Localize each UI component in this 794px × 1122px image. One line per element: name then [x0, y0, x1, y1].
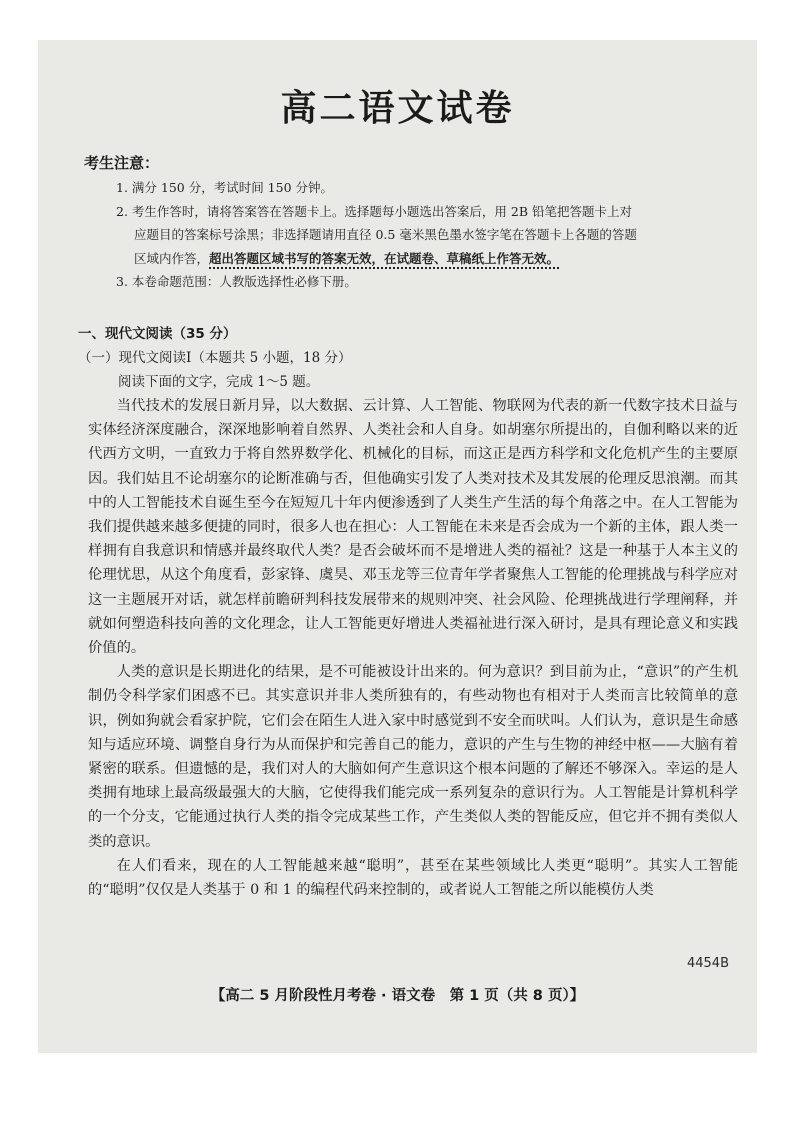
passage-paragraph: 在人们看来，现在的人工智能越来越“聪明”，甚至在某些领域比人类更“聪明”。其实人工智能的“聪明”仅仅是人类基于 0 和 1 的编程代码来控制的，或者说人工智能之所以能模仿人类: [88, 857, 738, 899]
emphasized-notice: 超出答题区域书写的答案无效，在试题卷、草稿纸上作答无效。: [209, 251, 559, 269]
notice-text: 区域内作答，: [134, 250, 210, 266]
exam-code: 4454B: [686, 956, 729, 971]
notice-item: 3. 本卷命题范围：人教版选择性必修下册。: [116, 274, 357, 289]
notice-item: [116, 247, 716, 271]
notice-item: 2. 考生作答时，请将答案答在答题卡上。选择题每小题选出答案后，用 2B 铅笔把答题卡上对: [116, 203, 632, 219]
exam-page: [38, 40, 757, 1053]
notice-item: 1. 满分 150 分，考试时间 150 分钟。: [116, 180, 334, 195]
sub-heading: （一）现代文阅读Ⅰ（本题共 5 小题，18 分）: [78, 350, 352, 366]
reading-passage: [88, 394, 738, 902]
passage-paragraph: 当代技术的发展日新月异，以大数据、云计算、人工智能、物联网为代表的新一代数字技术日益与实体经济深度融合，深深地影响着自然界、人类社会和人自身。如胡塞尔所提出的，自伽利略以来的近代西方文明，一直致力于将自然界数学化、机械化的目标，而这正是西方科学和文化危机产生的主要原因。我们姑且不论胡塞尔的论断准确与否，但他确实引发了人类对技术及其发展的伦理反思浪潮。而其中的人工智能技术自诞生至今在短短几十年内便渗透到了人类生产生活的每个角落之中。在人工智能为我们提供越来越多便捷的同时，很多人也在担心：人工智能在未来是否会成为一个新的主体，跟人类一样拥有自我意识和情感并最终取代人类？是否会破坏而不是增进人类的福祉？这是一种基于人本主义的伦理忧思，从这个角度看，彭家锋、虞昊、邓玉龙等三位青年学者聚焦人工智能的伦理挑战与科学应对这一主题展开对话，就怎样前瞻研判科技发展带来的规则冲突、社会风险、伦理挑战进行学理阐释，并就如何塑造科技向善的文化理念，让人工智能更好增进人类福祉进行深入研讨，是具有理论意义和实践价值的。: [88, 398, 738, 657]
page-footer: 【高二 5 月阶段性月考卷 · 语文卷 第 1 页（共 8 页）】: [210, 988, 585, 1004]
reading-instruction: 阅读下面的文字，完成 1～5 题。: [118, 374, 320, 390]
page-title: 高二语文试卷: [280, 88, 515, 129]
passage-paragraph: 人类的意识是长期进化的结果，是不可能被设计出来的。何为意识？到目前为止，“意识”的产生机制仍令科学家们困惑不已。其实意识并非人类所独有的，有些动物也有相对于人类而言比较简单的意识，例如狗就会看家护院，它们会在陌生人进入家中时感觉到不安全而吠叫。人们认为，意识是生命感知与适应环境、调整自身行为从而保护和完善自己的能力，意识的产生与生物的神经中枢——大脑有着紧密的联系。但遗憾的是，我们对人的大脑如何产生意识这个根本问题的了解还不够深入。幸运的是人类拥有地球上最高级最强大的大脑，它使得我们能完成一系列复杂的意识行为。人工智能是计算机科学的一个分支，它能通过执行人类的指令完成某些工作，产生类似人类的智能反应，但它并不拥有类似人类的意识。: [88, 664, 738, 850]
notice-item: 应题目的答案标号涂黑；非选择题请用直径 0.5 毫米黑色墨水签字笔在答题卡上各题的答题: [134, 227, 637, 242]
section-heading: 一、现代文阅读（35 分）: [78, 326, 237, 342]
notice-list: [116, 176, 716, 294]
notice-heading: 考生注意：: [84, 154, 160, 172]
